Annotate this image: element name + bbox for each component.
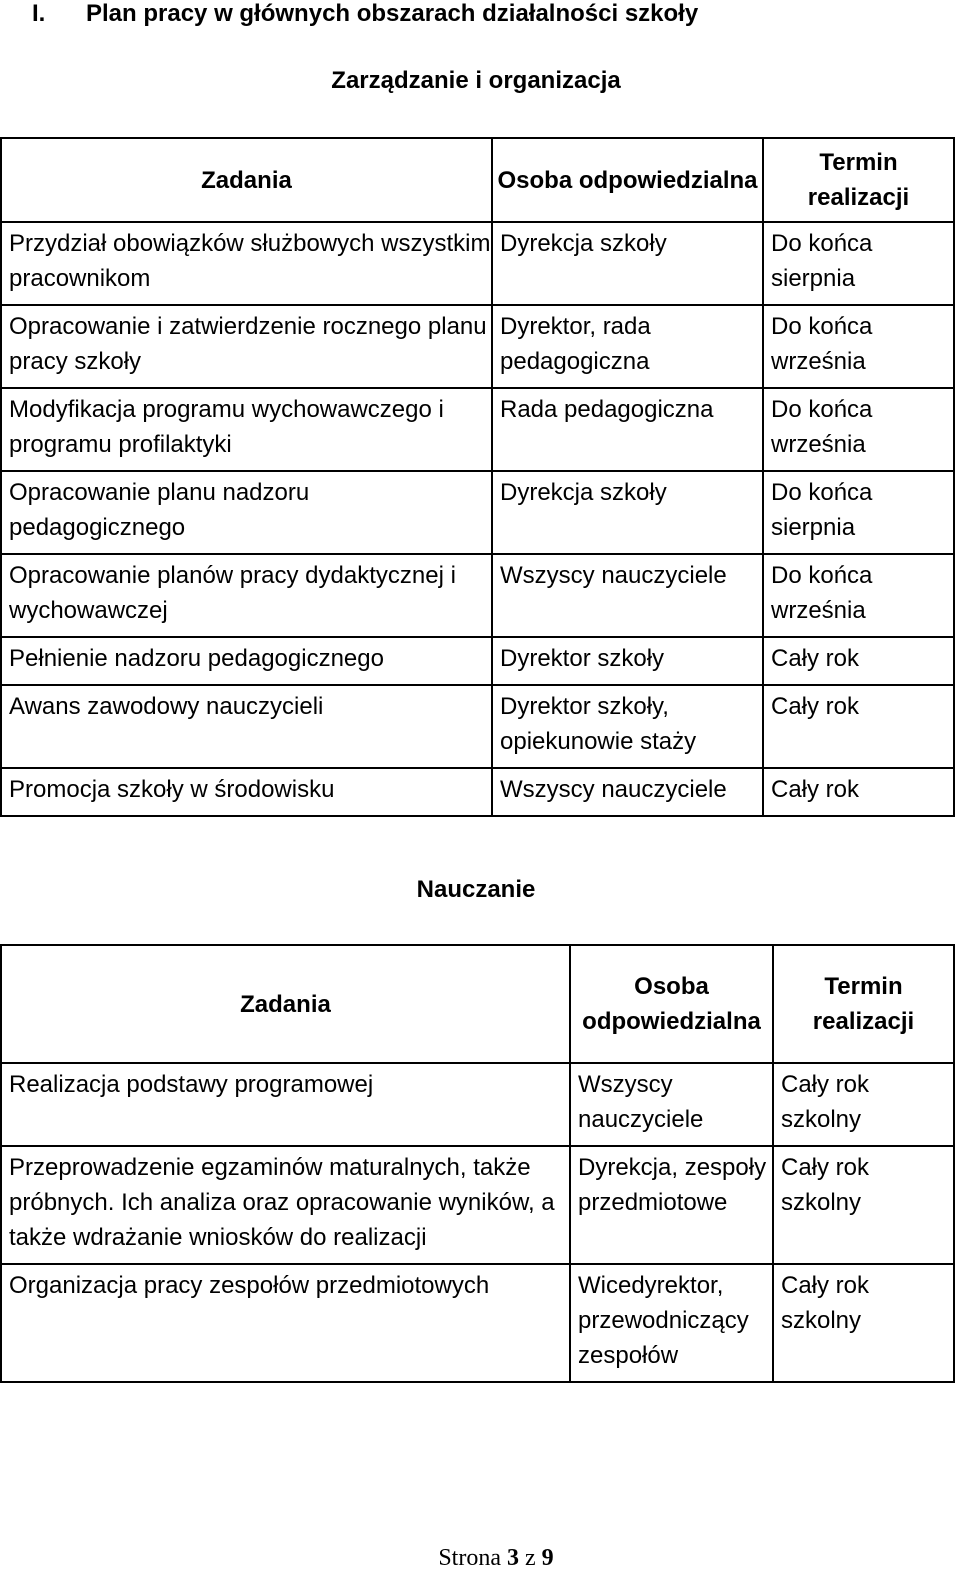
table-row <box>1 222 954 305</box>
section-title: Plan pracy w głównych obszarach działalności szkoły <box>86 0 699 27</box>
task-cell: Modyfikacja programu wychowawczego i programu profilaktyki <box>1 388 492 471</box>
table-header-row <box>1 138 954 222</box>
deadline-cell: Cały rok szkolny <box>773 1146 954 1264</box>
table-row <box>1 554 954 637</box>
teaching-title: Nauczanie <box>416 876 536 903</box>
management-table <box>0 137 955 817</box>
teaching-table <box>0 944 955 1383</box>
deadline-cell: Do końca sierpnia <box>763 222 954 305</box>
section-number: I. <box>32 0 46 27</box>
footer-total-pages: 9 <box>541 1545 554 1571</box>
person-cell: Wszyscy nauczyciele <box>492 554 763 637</box>
header-deadline: Termin realizacji <box>773 945 954 1063</box>
deadline-cell: Do końca września <box>763 305 954 388</box>
person-cell: Dyrektor, rada pedagogiczna <box>492 305 763 388</box>
deadline-cell: Do końca września <box>763 554 954 637</box>
task-cell: Pełnienie nadzoru pedagogicznego <box>1 637 492 685</box>
deadline-cell: Cały rok szkolny <box>773 1264 954 1382</box>
task-cell: Przeprowadzenie egzaminów maturalnych, także próbnych. Ich analiza oraz opracowanie wyników, a także wdrażanie wniosków do realizacji <box>1 1146 570 1264</box>
table-header-row <box>1 945 954 1063</box>
footer-page-number: 3 <box>507 1545 519 1571</box>
person-cell: Dyrekcja, zespoły przedmiotowe <box>570 1146 773 1264</box>
person-cell: Wszyscy nauczyciele <box>492 768 763 816</box>
header-tasks: Zadania <box>1 138 492 222</box>
person-cell: Dyrektor szkoły, opiekunowie stażу <box>492 685 763 768</box>
section-heading <box>32 0 698 28</box>
person-cell: Wicedyrektor, przewodniczący zespołów <box>570 1264 773 1382</box>
footer-label: Strona <box>438 1545 501 1571</box>
header-responsible: Osoba odpowiedzialna <box>570 945 773 1063</box>
table-row <box>1 1063 954 1146</box>
table-row <box>1 637 954 685</box>
person-cell: Dyrekcja szkoły <box>492 222 763 305</box>
page-footer <box>0 1543 960 1573</box>
task-cell: Opracowanie planów pracy dydaktycznej i wychowawczej <box>1 554 492 637</box>
deadline-cell: Cały rok <box>763 685 954 768</box>
table-row <box>1 1146 954 1264</box>
person-cell: Dyrektor szkoły <box>492 637 763 685</box>
task-cell: Organizacja pracy zespołów przedmiotowych <box>1 1264 570 1382</box>
task-cell: Awans zawodowy nauczycieli <box>1 685 492 768</box>
table-row <box>1 768 954 816</box>
header-tasks: Zadania <box>1 945 570 1063</box>
task-cell: Opracowanie i zatwierdzenie rocznego planu pracy szkoły <box>1 305 492 388</box>
management-title: Zarządzanie i organizacja <box>331 67 621 94</box>
header-responsible: Osoba odpowiedzialna <box>492 138 763 222</box>
person-cell: Rada pedagogiczna <box>492 388 763 471</box>
deadline-cell: Cały rok <box>763 637 954 685</box>
deadline-cell: Cały rok <box>763 768 954 816</box>
person-cell: Wszyscy nauczyciele <box>570 1063 773 1146</box>
deadline-cell: Do końca sierpnia <box>763 471 954 554</box>
table-row <box>1 388 954 471</box>
table-row <box>1 685 954 768</box>
task-cell: Przydział obowiązków służbowych wszystkim pracownikom <box>1 222 492 305</box>
task-cell: Realizacja podstawy programowej <box>1 1063 570 1146</box>
deadline-cell: Cały rok szkolny <box>773 1063 954 1146</box>
task-cell: Promocja szkoły w środowisku <box>1 768 492 816</box>
table-row <box>1 305 954 388</box>
table-row <box>1 1264 954 1382</box>
task-cell: Opracowanie planu nadzoru pedagogicznego <box>1 471 492 554</box>
table-row <box>1 471 954 554</box>
header-deadline: Termin realizacji <box>763 138 954 222</box>
footer-of: z <box>525 1545 536 1571</box>
deadline-cell: Do końca września <box>763 388 954 471</box>
person-cell: Dyrekcja szkoły <box>492 471 763 554</box>
